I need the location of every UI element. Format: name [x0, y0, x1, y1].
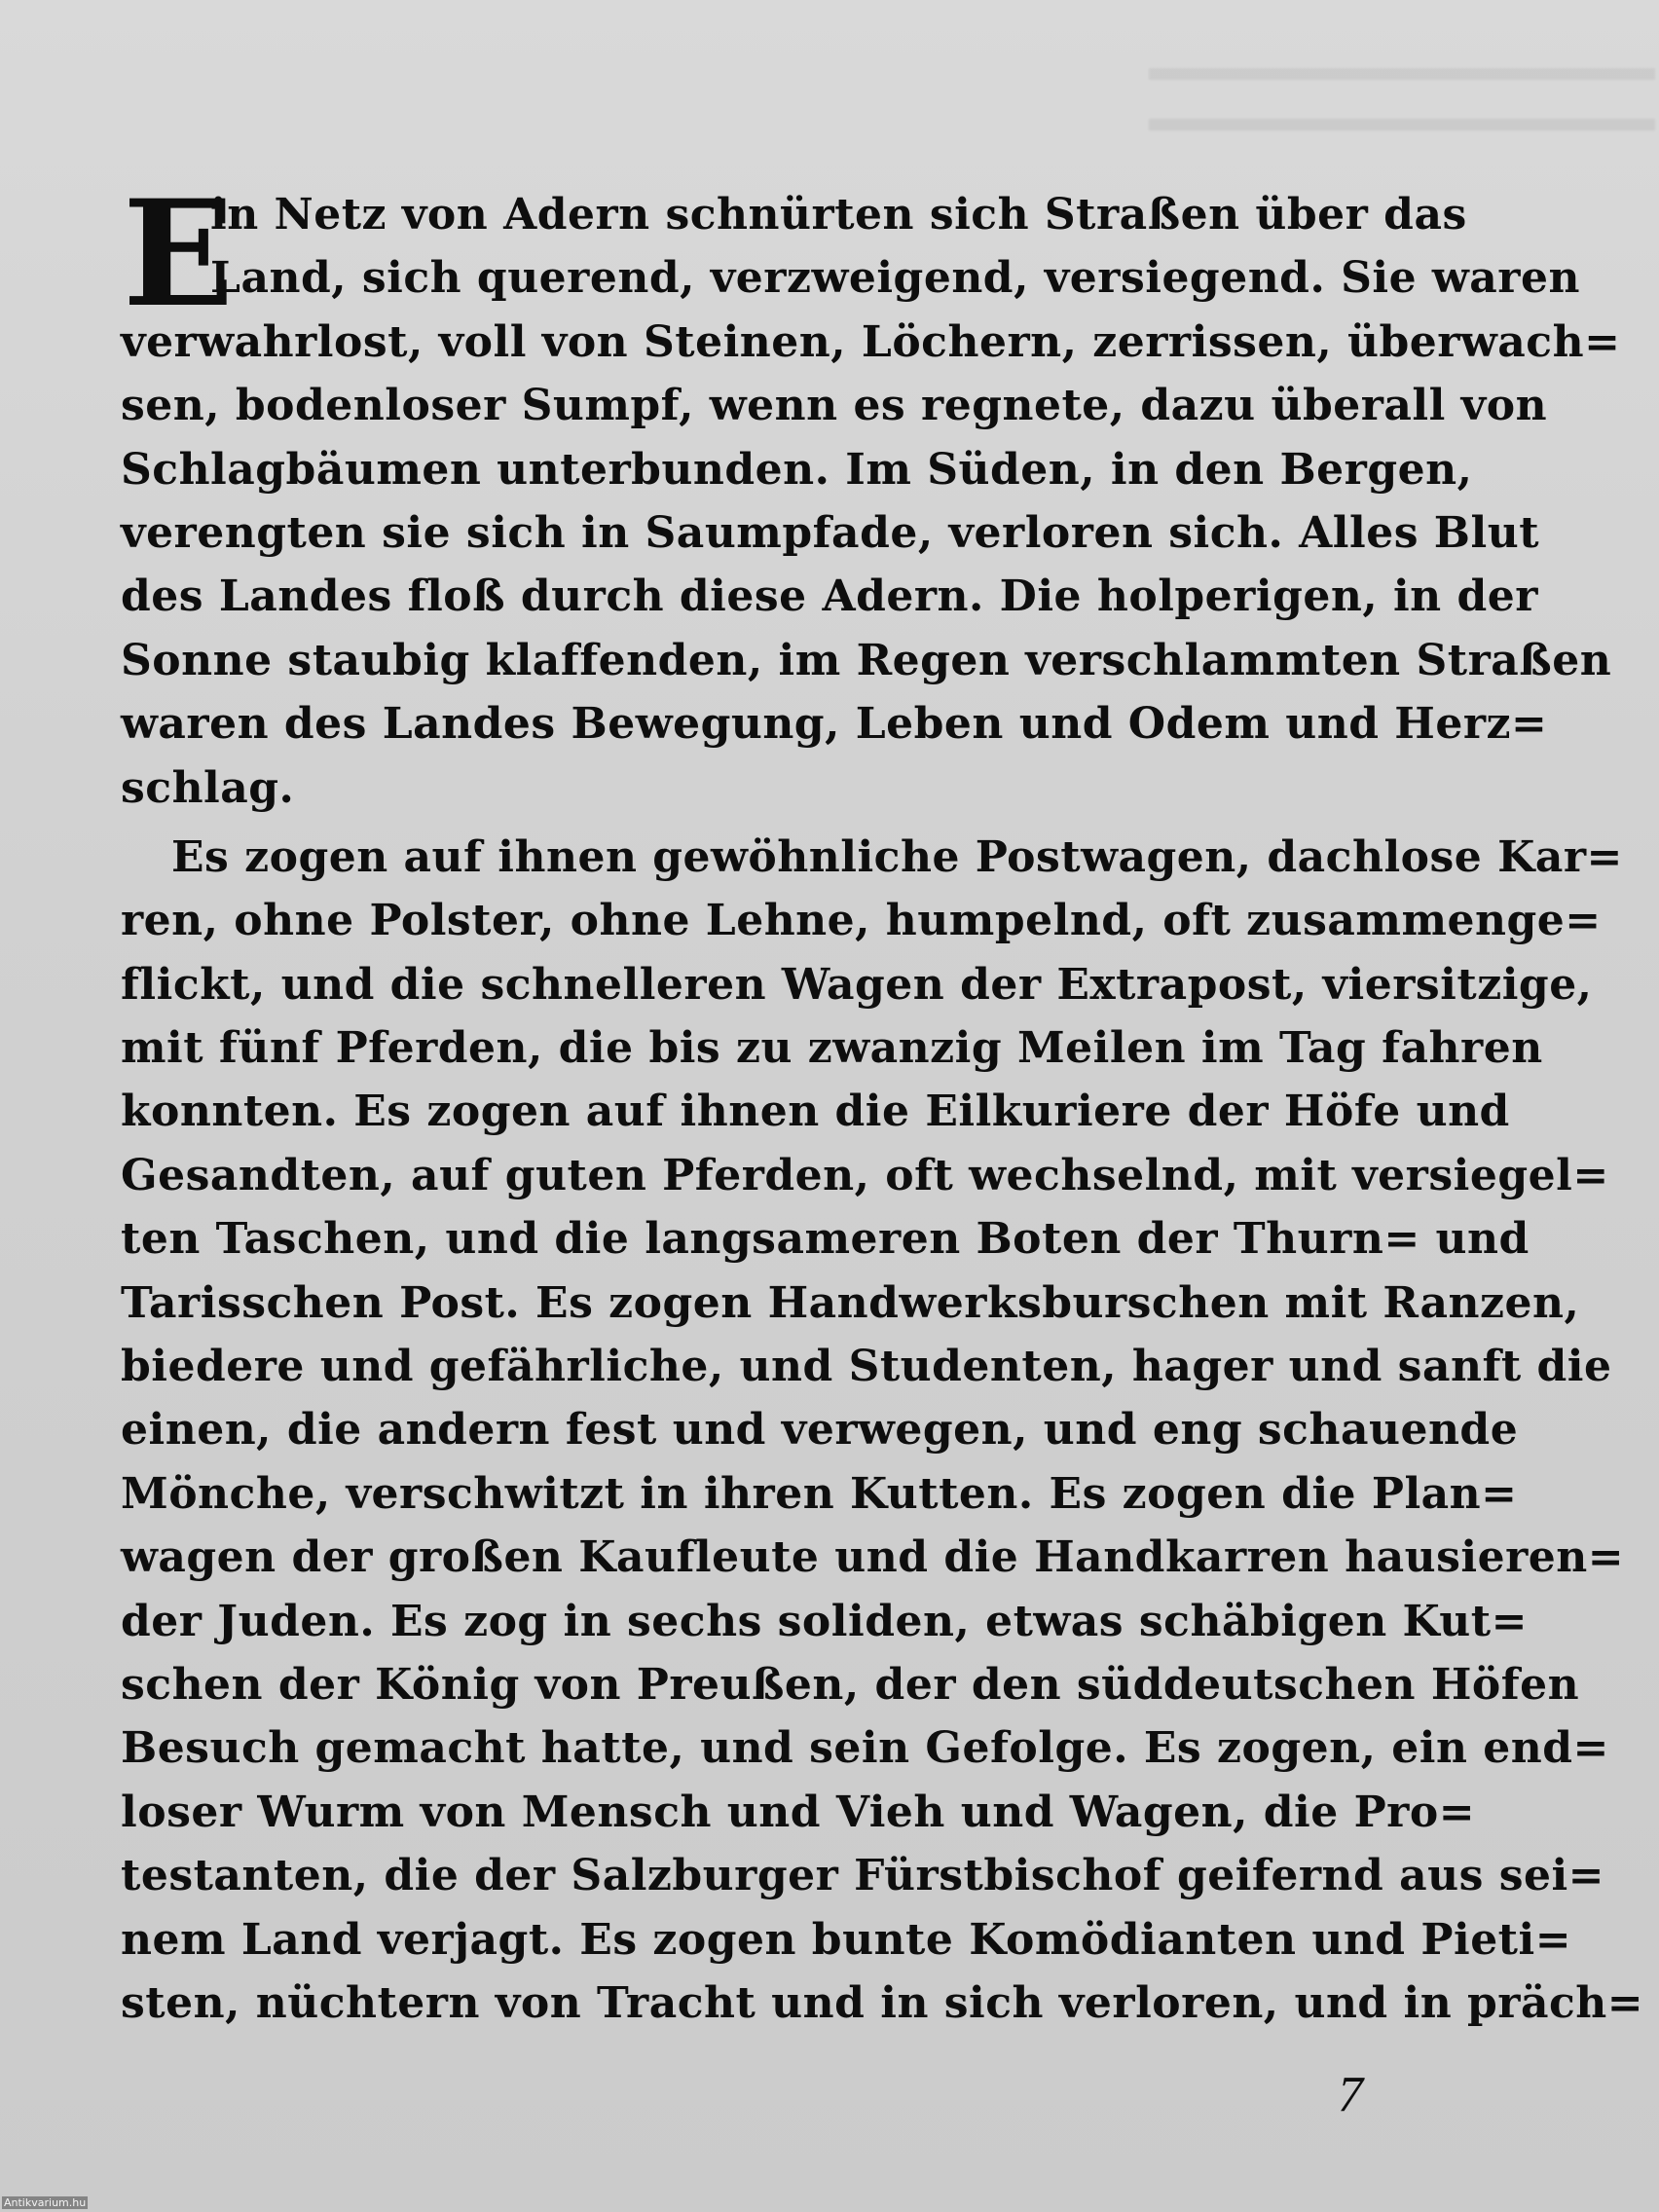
text-line: waren des Landes Bewegung, Leben und Odem und Herz= — [121, 699, 1548, 750]
watermark: Antikvarium.hu — [4, 2196, 87, 2209]
text-line: Schlagbäumen unterbunden. Im Süden, in den Bergen, — [121, 444, 1473, 495]
bleed-through-shadow — [1149, 29, 1655, 166]
paragraph-1 — [121, 168, 1621, 820]
text-line: sten, nüchtern von Tracht und in sich verloren, und in präch= — [121, 1977, 1644, 2028]
text-line: Sonne staubig klaffenden, im Regen verschlammten Straßen — [121, 635, 1612, 685]
text-line: Mönche, verschwitzt in ihren Kutten. Es zogen die Plan= — [121, 1468, 1518, 1519]
text-line: der Juden. Es zog in sechs soliden, etwas schäbigen Kut= — [121, 1596, 1528, 1646]
text-line: biedere und gefährliche, und Studenten, hager und sanft die — [121, 1342, 1612, 1392]
text-line: mit fünf Pferden, die bis zu zwanzig Meilen im Tag fahren — [121, 1023, 1543, 1074]
text-line: konnten. Es zogen auf ihnen die Eilkuriere der Höfe und — [121, 1087, 1510, 1137]
text-line: einen, die andern fest und verwegen, und eng schauende — [121, 1405, 1519, 1456]
text-line: schen der König von Preußen, der den süddeutschen Höfen — [121, 1659, 1580, 1710]
text-line: Es zogen auf ihnen gewöhnliche Postwagen, dachlose Kar= — [171, 831, 1623, 882]
text-line: Gesandten, auf guten Pferden, oft wechselnd, mit versiegel= — [121, 1150, 1609, 1200]
text-line: wagen der großen Kaufleute und die Handkarren hausieren= — [121, 1532, 1625, 1583]
text-line: in Netz von Adern schnürten sich Straßen über das — [210, 190, 1467, 240]
text-line: flickt, und die schnelleren Wagen der Extrapost, viersitzige, — [121, 959, 1593, 1010]
text-line: ren, ohne Polster, ohne Lehne, humpelnd, oft zusammenge= — [121, 896, 1602, 946]
text-line: schlag. — [121, 762, 295, 813]
text-line: des Landes floß durch diese Adern. Die holperigen, in der — [121, 571, 1538, 622]
text-line: sen, bodenloser Sumpf, wenn es regnete, dazu überall von — [121, 381, 1548, 431]
drop-cap: E — [123, 168, 235, 340]
text-line: ten Taschen, und die langsameren Boten der Thurn= und — [121, 1214, 1530, 1265]
text-line: verwahrlost, voll von Steinen, Löchern, zerrissen, überwach= — [121, 316, 1621, 367]
text-line: loser Wurm von Mensch und Vieh und Wagen, die Pro= — [121, 1787, 1476, 1837]
body-text — [121, 168, 1644, 2035]
text-line: Land, sich querend, verzweigend, versiegend. Sie waren — [210, 253, 1580, 304]
page-number: 7 — [1338, 2067, 1363, 2122]
text-line: verengten sie sich in Saumpfade, verloren sich. Alles Blut — [121, 507, 1540, 558]
paragraph-2 — [121, 826, 1644, 2035]
text-line: nem Land verjagt. Es zogen bunte Komödianten und Pieti= — [121, 1914, 1572, 1965]
text-line: Tarisschen Post. Es zogen Handwerksburschen mit Ranzen, — [121, 1277, 1580, 1328]
text-line: testanten, die der Salzburger Fürstbischof geifernd aus sei= — [121, 1851, 1605, 1901]
text-line: Besuch gemacht hatte, und sein Gefolge. Es zogen, ein end= — [121, 1723, 1609, 1774]
